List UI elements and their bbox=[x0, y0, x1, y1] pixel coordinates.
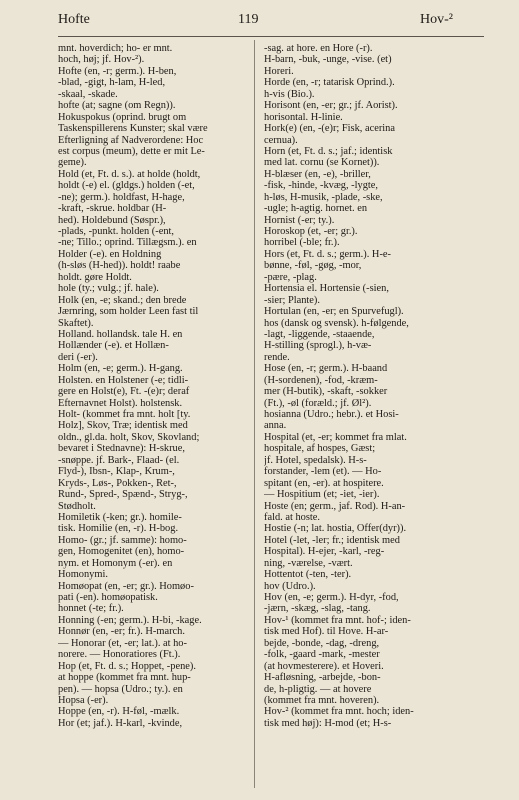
right-column bbox=[264, 43, 478, 729]
entry-line: anna. bbox=[264, 420, 287, 432]
entry-line: Hollænder (-e). et Hollæn- bbox=[58, 340, 169, 352]
entry-line: H-barn, -buk, -unge, -vise. (et) bbox=[264, 54, 392, 66]
entry-line: horribel (-ble; fr.). bbox=[264, 237, 340, 249]
entry-line: -skaal, -skade. bbox=[58, 88, 118, 100]
entry-line: Hor (et; jaf.). H-karl, -kvinde, bbox=[58, 717, 183, 729]
entry-line: Rund-, Spred-, Spænd-, Stryg-, bbox=[58, 489, 188, 501]
entry-line: honnet (-te; fr.). bbox=[58, 603, 124, 615]
entry-line: Holk (en, -e; skand.; den brede bbox=[58, 294, 187, 306]
header-rule bbox=[58, 36, 484, 37]
page-header bbox=[0, 12, 519, 32]
entry-line: at hoppe (kommet fra mnt. hup- bbox=[58, 672, 191, 684]
entry-line: Hov-¹ (kommet fra mnt. hof-; iden- bbox=[264, 614, 411, 626]
entry-line: — Hospitium (et; -iet, -ier). bbox=[264, 489, 380, 501]
entry-line: Holland. hollandsk. tale H. en bbox=[58, 328, 183, 340]
entry-line: Hofte (en, -r; germ.). H-ben, bbox=[58, 65, 177, 77]
left-column bbox=[58, 43, 262, 729]
entry-line: (H-sordenen), -fod, -kræm- bbox=[264, 374, 378, 386]
page-number: 119 bbox=[238, 12, 259, 27]
entry-line: bevaret i Stednavne): H-skrue, bbox=[58, 443, 185, 455]
entry-line: spitant (en, -er). at hospitere. bbox=[264, 477, 384, 489]
entry-line: deri (-er). bbox=[58, 351, 98, 363]
entry-line: geme). bbox=[58, 157, 87, 169]
entry-line: est corpus (meum), dette er mit Le- bbox=[58, 145, 205, 157]
entry-line: H-stilling (sprogl.), h-væ- bbox=[264, 340, 372, 352]
entry-line: Homonymi. bbox=[58, 569, 108, 581]
entry-line: (Ft.), -øl (foræld.; jf. Øl²). bbox=[264, 397, 372, 409]
entry-line: -blad, -gigt, h-lam, H-led, bbox=[58, 77, 166, 89]
entry-line: (kommet fra mnt. hoveren). bbox=[264, 694, 380, 706]
entry-line: Skaftet). bbox=[58, 317, 94, 329]
entry-line: med lat. cornu (se Kornet)). bbox=[264, 157, 380, 169]
entry-line: Hov-² (kommet fra mnt. hoch; iden- bbox=[264, 706, 414, 718]
entry-line: Hoppe (en, -r). H-føl, -mælk. bbox=[58, 706, 180, 718]
entry-line: tisk. Homilie (en, -r). H-bog. bbox=[58, 523, 179, 535]
entry-line: -sag. at hore. en Hore (-r). bbox=[264, 43, 373, 54]
entry-line: hole (ty.; vulg.; jf. hale). bbox=[58, 283, 159, 295]
entry-line: pen). — hopsa (Udro.; ty.). en bbox=[58, 683, 183, 695]
header-last-entry: Hov-² bbox=[420, 12, 453, 27]
entry-line: H-afløsning, -arbejde, -bon- bbox=[264, 672, 381, 684]
entry-line: -fisk, -hinde, -kvæg, -lygte, bbox=[264, 180, 378, 192]
entry-line: Honnør (en, -er; fr.). H-march. bbox=[58, 626, 185, 638]
entry-line: Homøopat (en, -er; gr.). Homøo- bbox=[58, 580, 194, 592]
entry-line: Honning (-en; germ.). H-bi, -kage. bbox=[58, 614, 202, 626]
entry-line: Homo- (gr.; jf. samme): homo- bbox=[58, 534, 187, 546]
entry-line: horisontal. H-linie. bbox=[264, 111, 343, 123]
entry-line: -lagt, -liggende, -staaende, bbox=[264, 328, 375, 340]
entry-line: Holder (-e). en Holdning bbox=[58, 248, 162, 260]
entry-line: Holz], Skov, Træ; identisk med bbox=[58, 420, 188, 432]
entry-line: Holm (en, -e; germ.). H-gang. bbox=[58, 363, 183, 375]
entry-line: Horisont (en, -er; gr.; jf. Aorist). bbox=[264, 100, 398, 112]
entry-line: Horde (en, -r; tatarisk Oprind.). bbox=[264, 77, 395, 89]
entry-line: -jærn, -skæg, -slag, -tang. bbox=[264, 603, 371, 615]
header-first-entry: Hofte bbox=[58, 12, 90, 27]
entry-line: jf. Hotel, spedalsk). H-s- bbox=[264, 454, 367, 466]
entry-line: Horn (et, Ft. d. s.; jaf.; identisk bbox=[264, 145, 393, 157]
entry-line: hospitale, af hospes, Gæst; bbox=[264, 443, 376, 455]
entry-line: hov (Udro.). bbox=[264, 580, 316, 592]
entry-line: Hokuspokus (oprind. brugt om bbox=[58, 111, 187, 123]
entry-line: Homiletik (-ken; gr.). homile- bbox=[58, 511, 182, 523]
entry-line: norere. — Honoratiores (Ft.). bbox=[58, 649, 181, 661]
entry-line: tisk med Hof). til Hove. H-ar- bbox=[264, 626, 389, 638]
entry-line: — Honorar (et, -er; lat.). at ho- bbox=[58, 637, 187, 649]
entry-line: hoch, høj; jf. Hov-²). bbox=[58, 54, 145, 66]
entry-line: -kraft, -skrue. holdbar (H- bbox=[58, 203, 167, 215]
entry-line: rende. bbox=[264, 351, 290, 363]
entry-line: bejde, -bonde, -dag, -dreng, bbox=[264, 637, 380, 649]
entry-line: -ne; Tillo.; oprind. Tillægsm.). en bbox=[58, 237, 197, 249]
entry-line: (at hovmesterere). et Hoveri. bbox=[264, 660, 384, 672]
entry-line: -ne); germ.). holdfast, H-hage, bbox=[58, 191, 185, 203]
entry-line: forstander, -lem (et). — Ho- bbox=[264, 466, 382, 478]
entry-line: Efterligning af Nadverordene: Hoc bbox=[58, 134, 204, 146]
entry-line: Hors (et, Ft. d. s.; germ.). H-e- bbox=[264, 248, 391, 260]
entry-line: Flyd-), Ibsn-, Klap-, Krum-, bbox=[58, 466, 175, 478]
entry-line: Hospital). H-ejer, -karl, -reg- bbox=[264, 546, 385, 558]
entry-line: Jærnring, som holder Leen fast til bbox=[58, 306, 199, 318]
entry-line: pati (-en). homøopatisk. bbox=[58, 592, 158, 603]
entry-line: gen, Homogenitet (en), homo- bbox=[58, 546, 185, 558]
entry-line: Taskenspillerens Kunster; skal være bbox=[58, 123, 208, 135]
entry-line: -plads, -punkt. holden (-ent, bbox=[58, 226, 175, 237]
entry-line: Stødholt. bbox=[58, 500, 96, 512]
entry-line: bønne, -føl, -gøg, -mor, bbox=[264, 260, 362, 272]
entry-line: ning, -værelse, -vært. bbox=[264, 557, 353, 569]
entry-line: hosianna (Udro.; hebr.). et Hosi- bbox=[264, 409, 399, 420]
entry-line: hos (dansk og svensk). h-følgende, bbox=[264, 317, 409, 329]
entry-line: Hortensia el. Hortensie (-sien, bbox=[264, 283, 389, 295]
entry-line: -sier; Plante). bbox=[264, 294, 320, 306]
entry-line: Hospital (et, -er; kommet fra mlat. bbox=[264, 431, 407, 443]
entry-line: Hov (en, -e; germ.). H-dyr, -fod, bbox=[264, 592, 399, 603]
entry-line: Hop (et, Ft. d. s.; Hoppet, -pene). bbox=[58, 660, 196, 672]
entry-line: (h-sløs (H-hed)). holdt! raabe bbox=[58, 260, 181, 272]
entry-line: Hoste (en; germ., jaf. Rod). H-an- bbox=[264, 500, 406, 512]
entry-line: mer (H-butik), -skaft, -sokker bbox=[264, 386, 388, 398]
entry-line: holdt. gøre Holdt. bbox=[58, 271, 132, 283]
entry-line: oldn., gl.da. holt, Skov, Skovland; bbox=[58, 431, 200, 443]
entry-line: -folk, -gaard -mark, -mester bbox=[264, 649, 380, 661]
entry-line: hofte (at; sagne (om Regn)). bbox=[58, 100, 176, 112]
entry-line: Hopsa (-er). bbox=[58, 694, 109, 706]
entry-line: Kryds-, Løs-, Pokken-, Ret-, bbox=[58, 477, 177, 489]
entry-line: Efternavnet Holst). holstensk. bbox=[58, 397, 183, 409]
entry-line: -snøppe. jf. Bark-, Flaad- (el. bbox=[58, 454, 180, 466]
entry-line: Holsten. en Holstener (-e; tidli- bbox=[58, 374, 189, 386]
entry-line: Hottentot (-ten, -ter). bbox=[264, 569, 352, 581]
entry-line: Hotel (-let, -ler; fr.; identisk med bbox=[264, 534, 400, 546]
entry-line: Hose (en, -r; germ.). H-baand bbox=[264, 363, 388, 375]
entry-line: gere en Holst(e), Ft. -(e)r; deraf bbox=[58, 386, 190, 398]
entry-line: h-løs, H-musik, -plade, -ske, bbox=[264, 191, 383, 203]
entry-line: -pære, -plag. bbox=[264, 271, 317, 283]
entry-line: mnt. hoverdich; ho- er mnt. bbox=[58, 43, 173, 54]
entry-line: hed). Holdebund (Søspr.), bbox=[58, 214, 166, 226]
entry-line: tisk med høj): H-mod (et; H-s- bbox=[264, 717, 392, 729]
entry-line: Hold (et, Ft. d. s.). at holde (holdt, bbox=[58, 168, 201, 180]
entry-line: -ugle; h-agtig. hornet. en bbox=[264, 203, 368, 215]
entry-line: H-blæser (en, -e), -briller, bbox=[264, 168, 371, 180]
entry-line: cernua). bbox=[264, 134, 298, 146]
entry-line: h-vis (Bio.). bbox=[264, 88, 315, 100]
entry-line: nym. et Homonym (-er). en bbox=[58, 557, 173, 569]
entry-line: Horoskop (et, -er; gr.). bbox=[264, 226, 358, 237]
entry-line: Horeri. bbox=[264, 65, 294, 77]
entry-line: Hornist (-er; ty.). bbox=[264, 214, 335, 226]
entry-line: de, h-pligtig. — at hovere bbox=[264, 683, 372, 695]
entry-line: Hostie (-n; lat. hostia, Offer(dyr)). bbox=[264, 523, 407, 535]
entry-line: holdt (-e) el. (gldgs.) holden (-et, bbox=[58, 180, 195, 192]
entry-line: Hork(e) (en, -(e)r; Fisk, acerina bbox=[264, 123, 395, 135]
entry-line: Hortulan (en, -er; en Spurvefugl). bbox=[264, 306, 404, 318]
entry-line: fald. at hoste. bbox=[264, 511, 320, 523]
entry-line: Holt- (kommet fra mnt. holt [ty. bbox=[58, 409, 191, 420]
